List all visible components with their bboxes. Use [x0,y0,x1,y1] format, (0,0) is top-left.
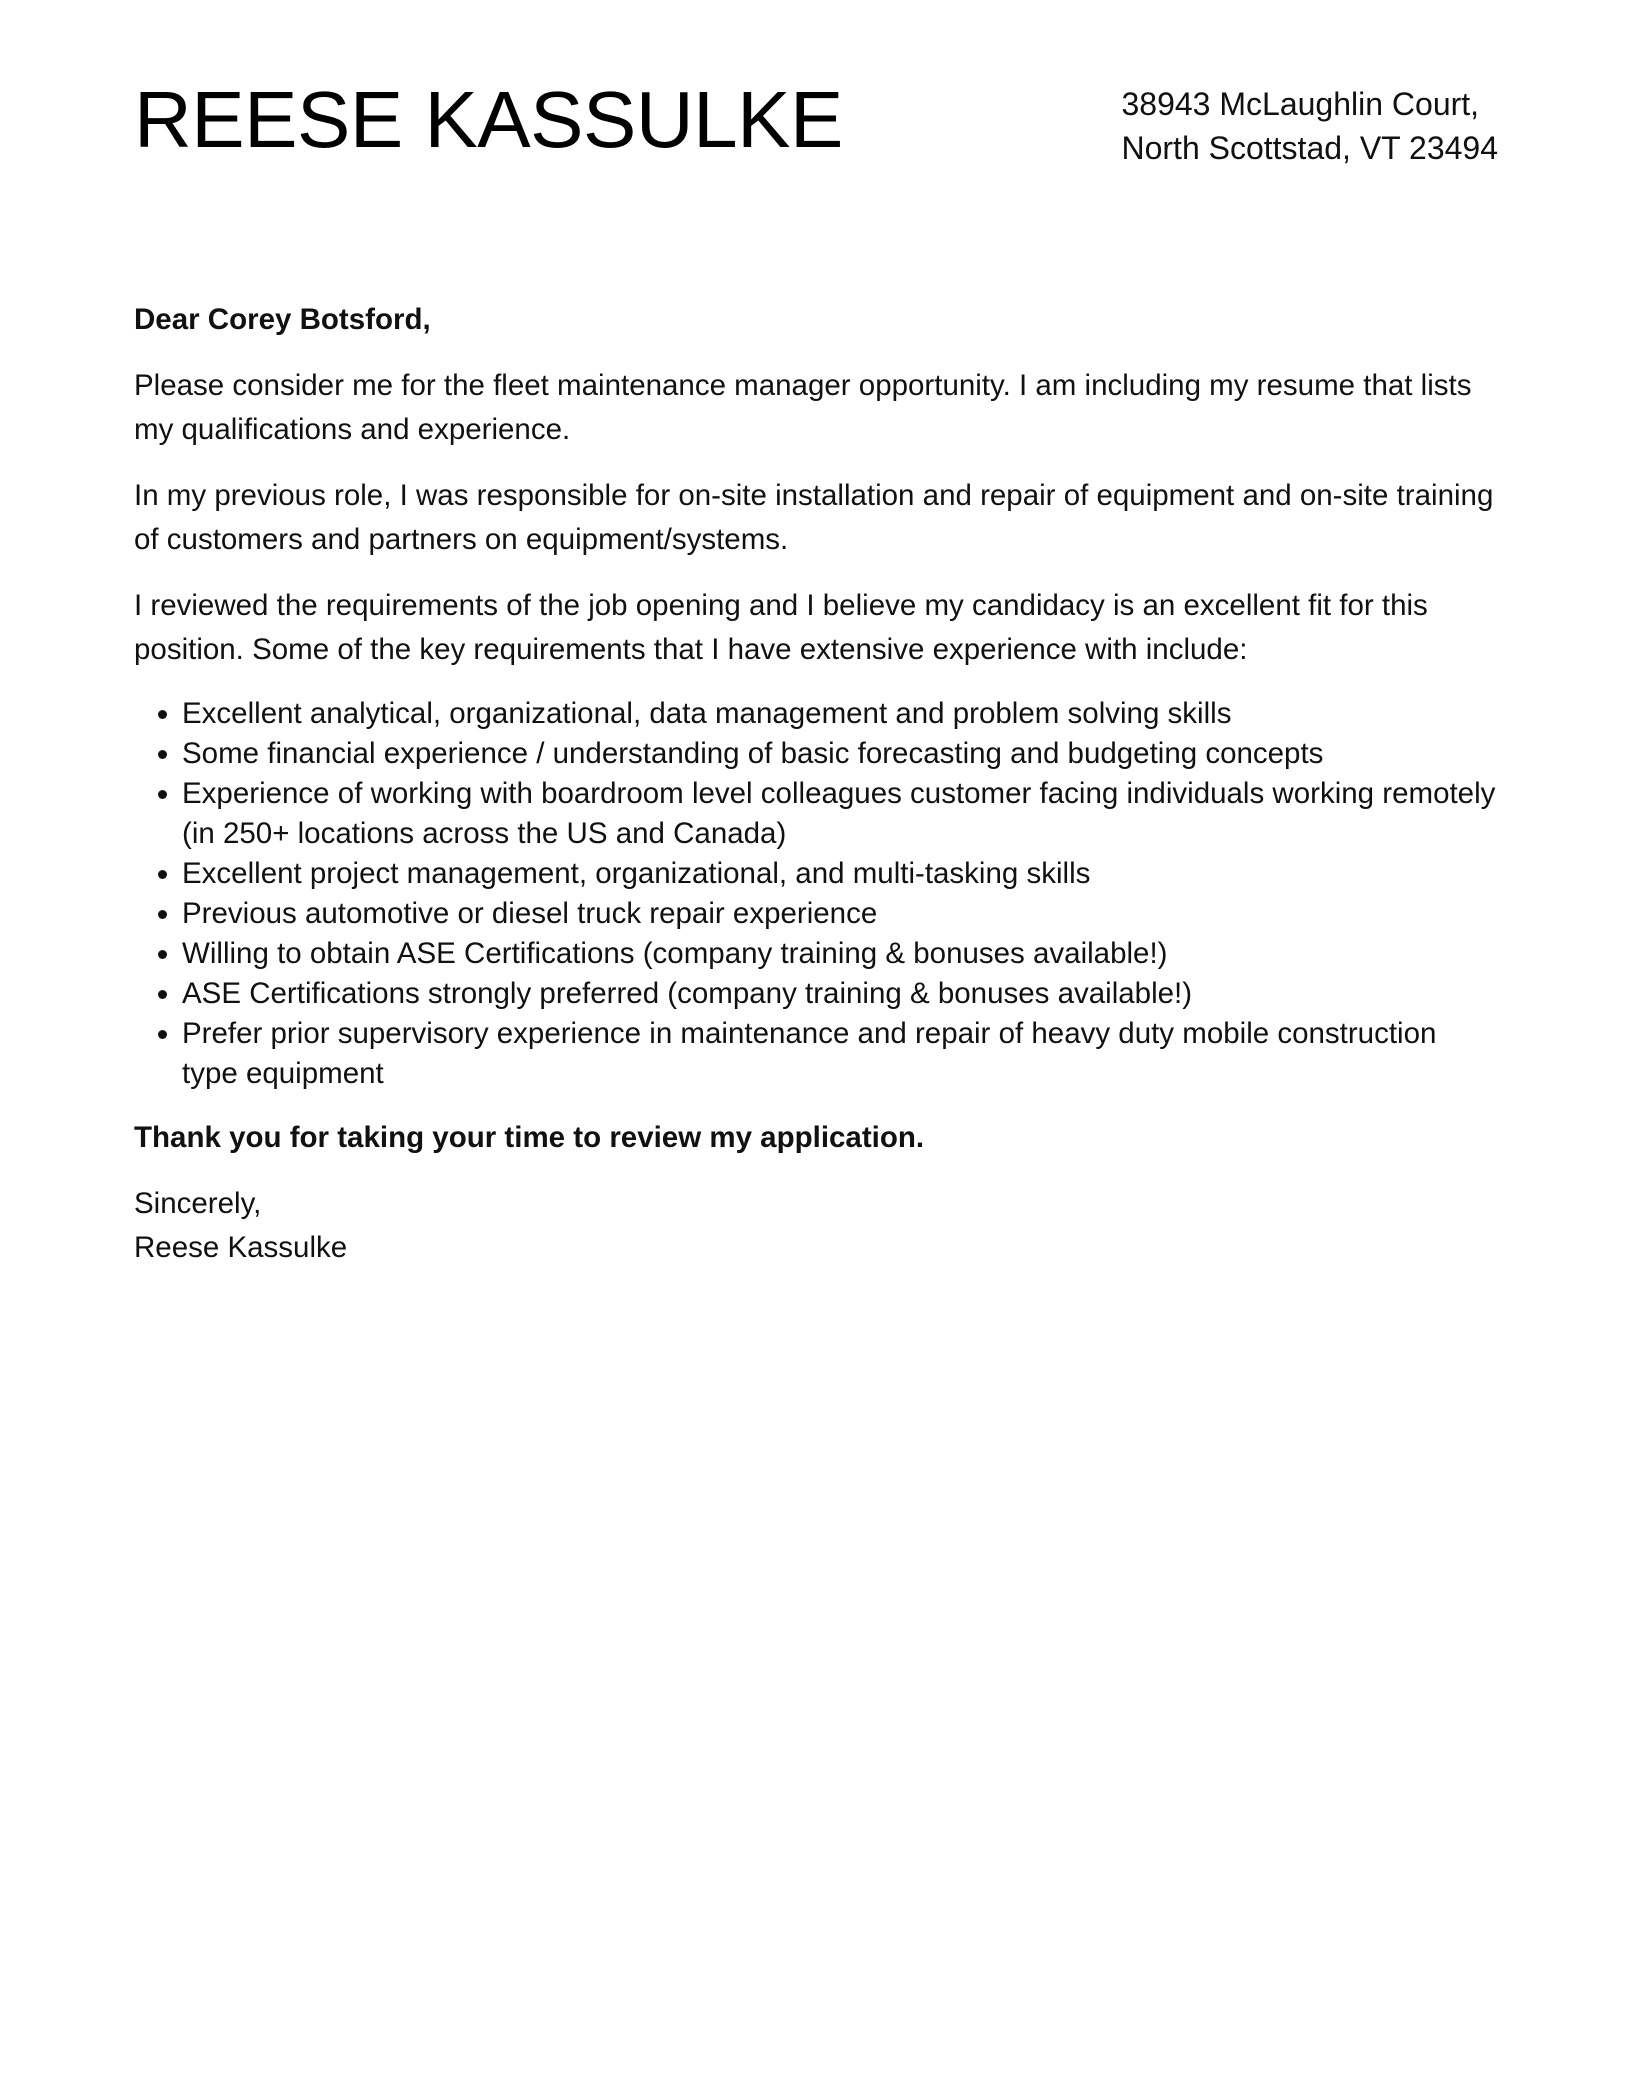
signature-name: Reese Kassulke [134,1231,348,1264]
signoff-text: Sincerely, [134,1187,262,1220]
applicant-address [1121,82,1498,170]
list-item: • Excellent project management, organizational, and multi-tasking skills [182,854,1498,894]
list-item: • Prefer prior supervisory experience in maintenance and repair of heavy duty mobile construction type equipment [182,1014,1498,1094]
list-item: • Some financial experience / understanding of basic forecasting and budgeting concepts [182,734,1498,774]
list-item: • Previous automotive or diesel truck repair experience [182,894,1498,934]
paragraph-intro: Please consider me for the fleet maintenance manager opportunity. I am including my resume that lists my qualifications and experience. [134,369,1472,446]
list-item: • Willing to obtain ASE Certifications (company training & bonuses available!) [182,934,1498,974]
paragraph-previous-role: In my previous role, I was responsible for on-site installation and repair of equipment and on-site training of customers and partners on equipment/systems. [134,479,1494,556]
salutation: Dear Corey Botsford, [134,303,431,336]
closing-statement: Thank you for taking your time to review my application. [134,1121,925,1154]
letter-body [134,298,1498,1270]
paragraph-requirements-intro: I reviewed the requirements of the job opening and I believe my candidacy is an excellent fit for this position. Some of the key requirements that I have extensive experience with include: [134,589,1428,666]
address-line-1: 38943 McLaughlin Court, [1121,86,1480,122]
address-line-2: North Scottstad, VT 23494 [1121,130,1498,166]
letter-header [134,70,1498,180]
list-item: • Excellent analytical, organizational, data management and problem solving skills [182,694,1498,734]
list-item: • Experience of working with boardroom level colleagues customer facing individuals working remotely (in 250+ locations across the US and Canada) [182,774,1498,854]
applicant-name: REESE KASSULKE [134,75,843,164]
signoff [134,1182,1498,1270]
requirements-list [134,694,1498,1094]
list-item: • ASE Certifications strongly preferred (company training & bonuses available!) [182,974,1498,1014]
